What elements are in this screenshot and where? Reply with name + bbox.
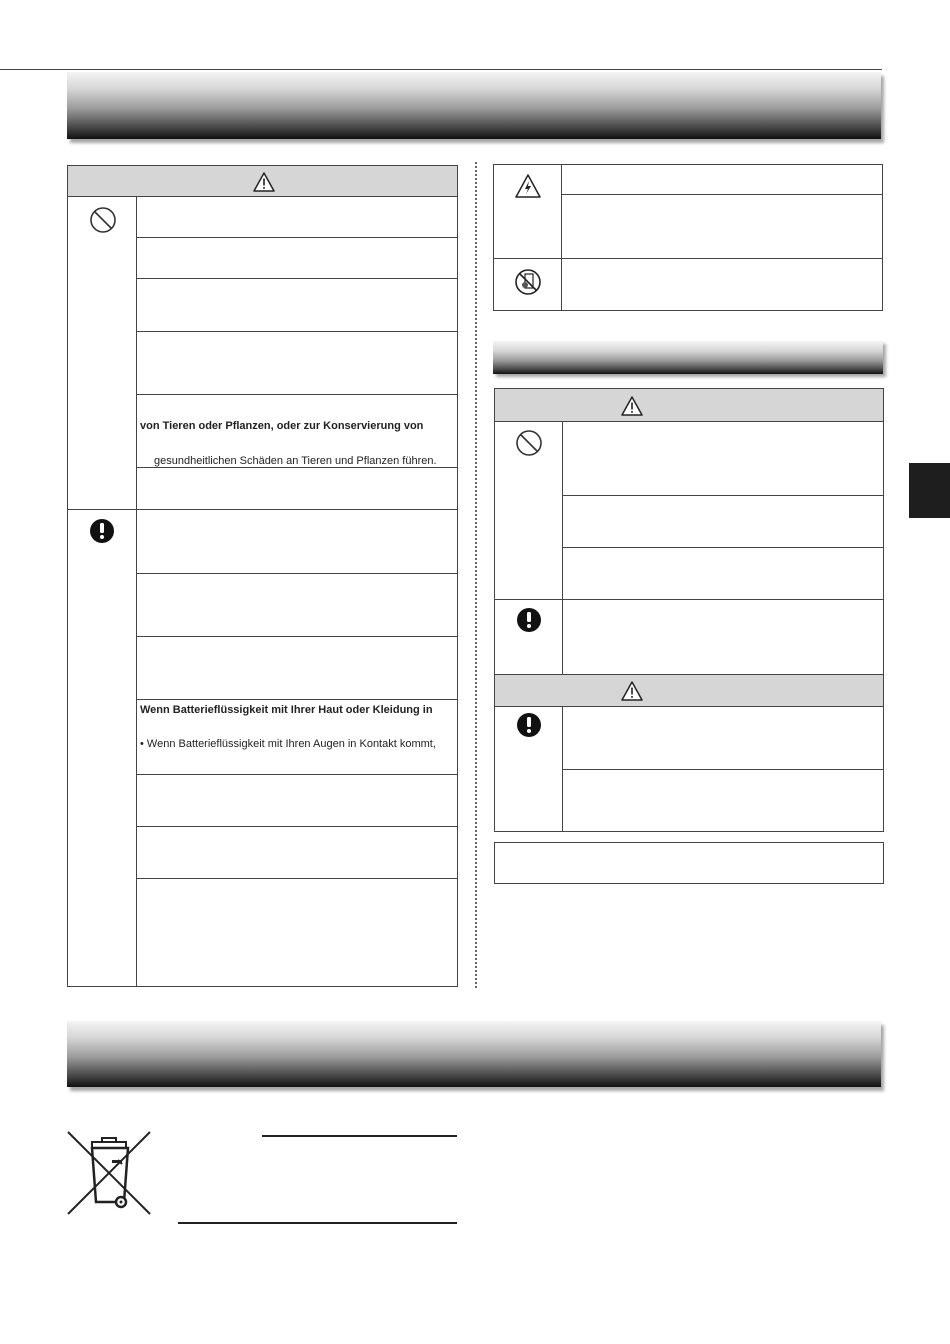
warning-triangle-icon xyxy=(620,680,644,702)
caution-header xyxy=(495,674,883,707)
no-water-device-icon xyxy=(514,268,542,296)
warning-header xyxy=(68,166,457,197)
disposal-rule-bottom xyxy=(178,1222,457,1224)
right-warning-table xyxy=(494,388,884,832)
text-line-schaeden: gesundheitlichen Schäden an Tieren und Pflanzen führen. xyxy=(154,455,437,467)
text-line-batterie-augen: • Wenn Batterieflüssigkeit mit Ihren Augen in Kontakt kommt, xyxy=(140,738,436,750)
right-safety-table xyxy=(493,164,883,311)
warning-triangle-icon xyxy=(620,395,644,417)
electric-shock-warning-icon xyxy=(514,173,542,199)
crossed-out-wheelie-bin-icon xyxy=(66,1130,152,1216)
exclamation-icon xyxy=(516,607,542,633)
text-line-batterie-haut: Wenn Batterieflüssigkeit mit Ihrer Haut oder Kleidung in xyxy=(140,704,433,716)
column-separator xyxy=(475,162,477,988)
section-banner-small xyxy=(493,341,883,374)
text-line-tiere: von Tieren oder Pflanzen, oder zur Konservierung von xyxy=(140,420,424,432)
disposal-rule-top xyxy=(262,1135,457,1137)
section-banner-bottom xyxy=(67,1021,881,1087)
section-banner-top xyxy=(67,72,881,139)
prohibition-icon xyxy=(89,206,117,234)
left-safety-table xyxy=(67,165,458,987)
top-rule xyxy=(0,69,882,70)
exclamation-icon xyxy=(516,712,542,738)
prohibition-icon xyxy=(515,429,543,457)
warning-triangle-icon xyxy=(252,171,276,193)
warning-header-2 xyxy=(495,389,883,422)
section-side-tab xyxy=(909,463,950,518)
exclamation-icon xyxy=(89,518,115,544)
note-box xyxy=(494,842,884,884)
